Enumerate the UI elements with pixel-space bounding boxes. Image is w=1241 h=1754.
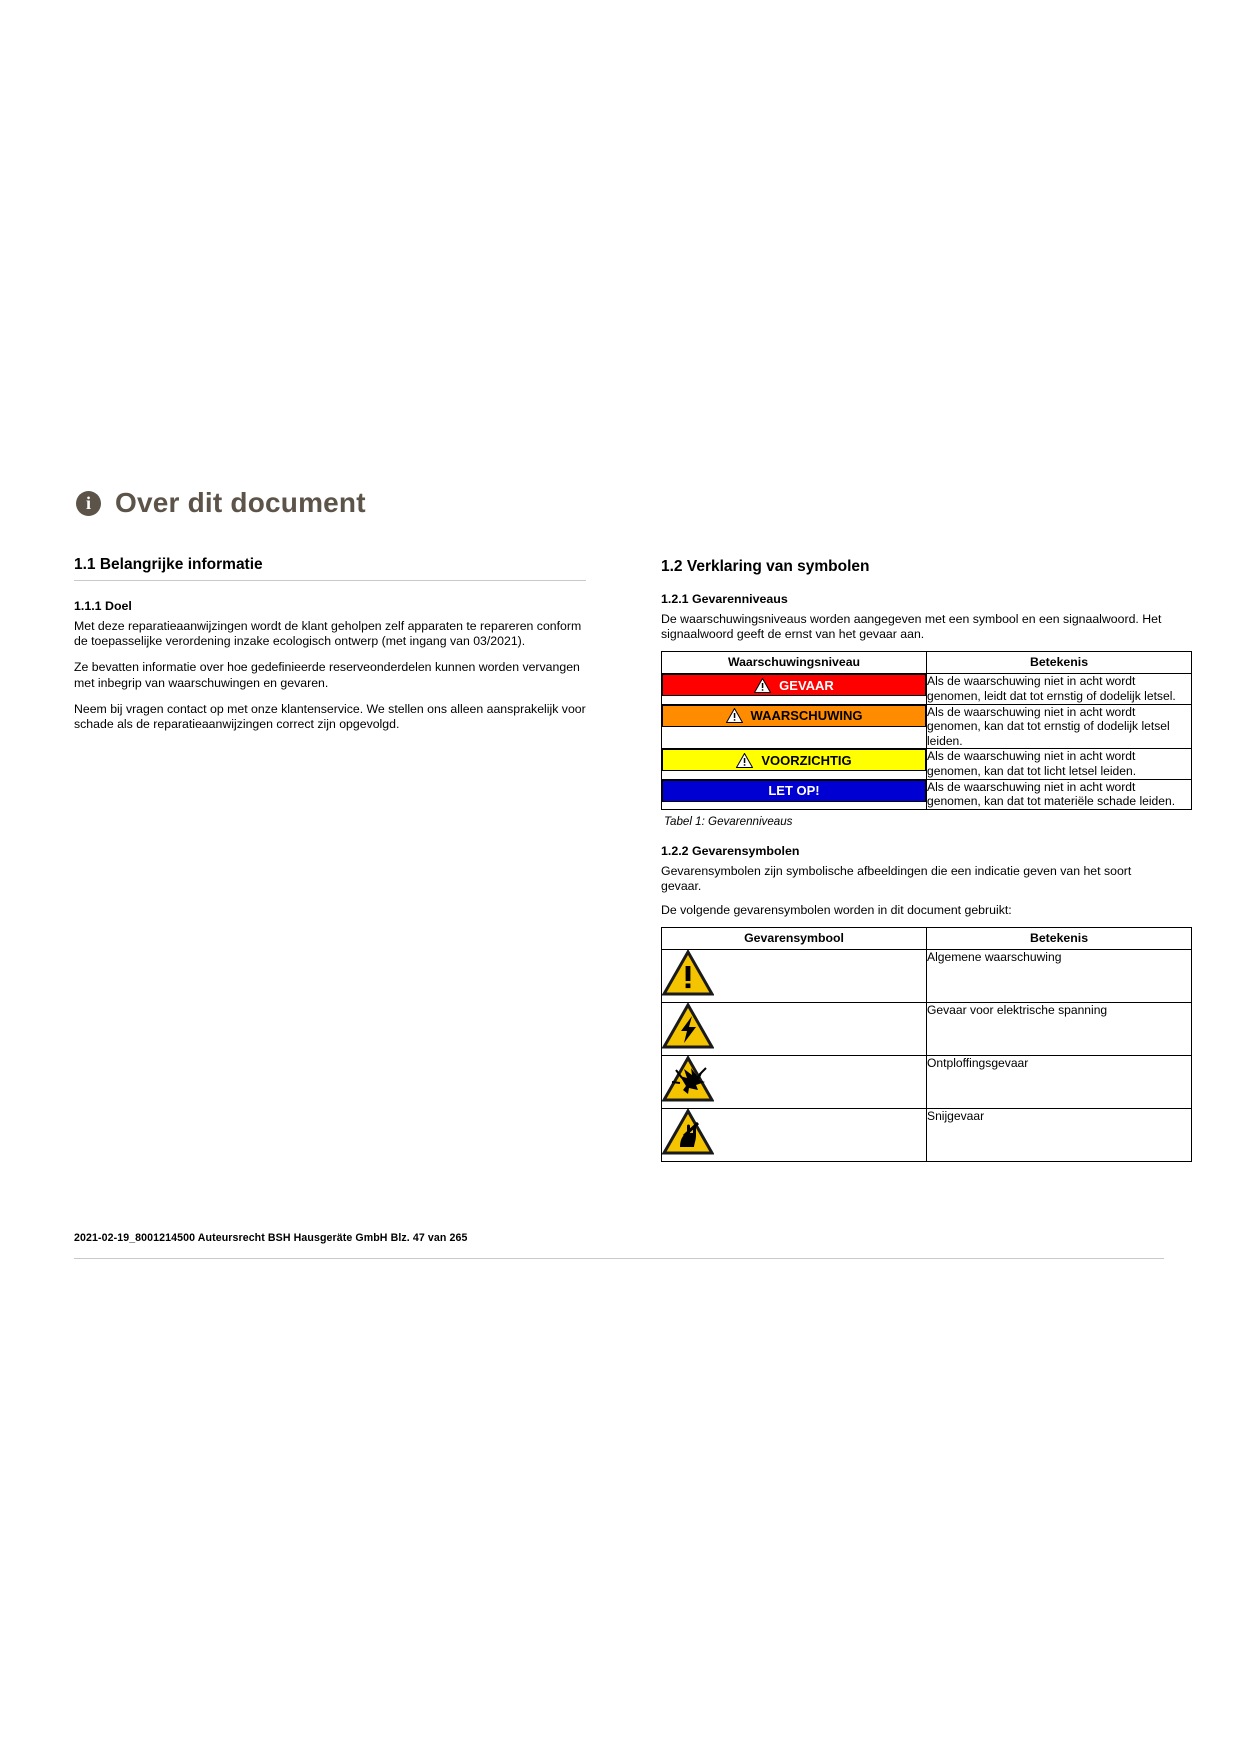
column-header-meaning: Betekenis xyxy=(927,652,1192,674)
subsection-heading-1-2-1: 1.2.1 Gevarenniveaus xyxy=(661,592,788,606)
signal-word-label: LET OP! xyxy=(768,783,820,799)
page-title xyxy=(76,487,366,519)
info-icon: i xyxy=(76,491,101,516)
signal-word-cell-notice xyxy=(662,779,927,809)
paragraph-hazard-symbols-intro-2: De volgende gevarensymbolen worden in dit document gebruikt: xyxy=(661,903,1012,918)
signal-word-cell-danger xyxy=(662,674,927,704)
hazard-symbol-cell xyxy=(662,1003,927,1056)
page-footer xyxy=(74,1232,1164,1244)
table-row xyxy=(662,1056,1192,1109)
hazard-meaning-cell: Gevaar voor elektrische spanning xyxy=(927,1003,1192,1056)
hazard-symbols-table xyxy=(661,927,1192,1162)
page-title-text: Over dit document xyxy=(115,487,366,518)
subsection-heading-1-1-1: 1.1.1 Doel xyxy=(74,599,132,613)
subsection-heading-1-2-2: 1.2.2 Gevarensymbolen xyxy=(661,843,800,858)
table-caption: Tabel 1: Gevarenniveaus xyxy=(664,814,793,828)
meaning-cell: Als de waarschuwing niet in acht wordt genomen, leidt dat tot ernstig of dodelijk letsel. xyxy=(927,674,1192,704)
signal-box-notice xyxy=(662,780,926,802)
signal-box-caution xyxy=(662,749,926,771)
table-row xyxy=(662,749,1192,779)
footer-text: 2021-02-19_8001214500 Auteursrecht BSH Hausgeräte GmbH Blz. 47 van 265 xyxy=(74,1232,468,1244)
paragraph-purpose-1: Met deze reparatieaanwijzingen wordt de klant geholpen zelf apparaten te repareren conform de toepasselijke verordening inzake ecologisch ontwerp (met ingang van 03/2021). xyxy=(74,619,582,649)
signal-word-cell-warning xyxy=(662,704,927,749)
signal-word-cell-caution xyxy=(662,749,927,779)
table-row xyxy=(662,950,1192,1003)
signal-box-danger xyxy=(662,674,926,696)
table-row xyxy=(662,704,1192,749)
meaning-cell: Als de waarschuwing niet in acht wordt genomen, kan dat tot materiële schade leiden. xyxy=(927,779,1192,809)
table-header-row xyxy=(662,928,1192,950)
hazard-meaning-cell: Ontploffingsgevaar xyxy=(927,1056,1192,1109)
table-row xyxy=(662,1109,1192,1162)
column-header-meaning: Betekenis xyxy=(927,928,1192,950)
hazard-symbol-cell xyxy=(662,950,927,1003)
warning-triangle-icon xyxy=(754,678,771,693)
hazard-meaning-cell: Algemene waarschuwing xyxy=(927,950,1192,1003)
warning-triangle-icon xyxy=(726,708,743,723)
left-column xyxy=(74,556,586,743)
section-heading-1-1: 1.1 Belangrijke informatie xyxy=(74,556,586,581)
table-row xyxy=(662,674,1192,704)
hazard-symbol-cell xyxy=(662,1109,927,1162)
cutting-hazard-icon xyxy=(662,1109,926,1155)
hazard-symbol-cell xyxy=(662,1056,927,1109)
right-column xyxy=(661,558,1176,1162)
signal-word-label: GEVAAR xyxy=(779,677,834,693)
electrical-hazard-icon xyxy=(662,1003,926,1049)
paragraph-purpose-2: Ze bevatten informatie over hoe gedefinieerde reserveonderdelen kunnen worden vervangen met inbegrip van waarschuwingen en gevaren. xyxy=(74,660,580,690)
hazard-meaning-cell: Snijgevaar xyxy=(927,1109,1192,1162)
meaning-cell: Als de waarschuwing niet in acht wordt genomen, kan dat tot licht letsel leiden. xyxy=(927,749,1192,779)
column-header-warning-level: Waarschuwingsniveau xyxy=(662,652,927,674)
meaning-cell: Als de waarschuwing niet in acht wordt genomen, kan dat tot ernstig of dodelijk letsel leiden. xyxy=(927,704,1192,749)
column-header-hazard-symbol: Gevarensymbool xyxy=(662,928,927,950)
hazard-levels-table xyxy=(661,651,1192,809)
footer-divider xyxy=(74,1258,1164,1259)
table-row xyxy=(662,779,1192,809)
table-row xyxy=(662,1003,1192,1056)
general-warning-icon xyxy=(662,950,926,996)
signal-word-label: VOORZICHTIG xyxy=(761,752,852,768)
signal-word-label: WAARSCHUWING xyxy=(750,708,863,724)
warning-triangle-icon xyxy=(736,753,753,768)
paragraph-hazard-symbols-intro-1: Gevarensymbolen zijn symbolische afbeeldingen die een indicatie geven van het soort gevaar. xyxy=(661,863,1132,893)
paragraph-purpose-3: Neem bij vragen contact op met onze klantenservice. We stellen ons alleen aansprakelijk voor schade als de reparatieaanwijzingen correct zijn opgevolgd. xyxy=(74,701,586,732)
paragraph-hazard-levels-intro: De waarschuwingsniveaus worden aangegeven met een symbool en een signaalwoord. Het signaalwoord geeft de ernst van het gevaar aan. xyxy=(661,612,1162,642)
section-heading-1-2: 1.2 Verklaring van symbolen xyxy=(661,558,870,575)
signal-box-warning xyxy=(662,705,926,727)
explosion-hazard-icon xyxy=(662,1056,926,1102)
table-header-row xyxy=(662,652,1192,674)
